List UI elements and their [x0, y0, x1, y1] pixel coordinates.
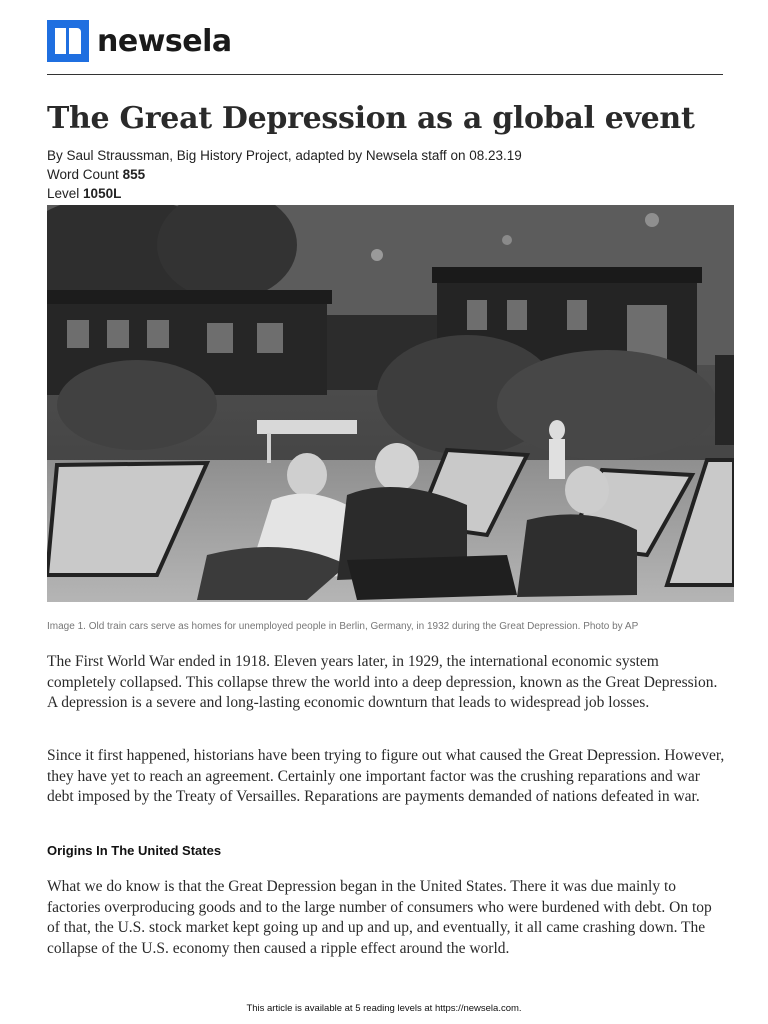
- word-count: [47, 165, 522, 184]
- image-caption: Image 1. Old train cars serve as homes for unemployed people in Berlin, Germany, in 1932 during the Great Depression. Photo by AP: [47, 621, 639, 632]
- article-meta: [47, 146, 522, 203]
- paragraph-1: The First World War ended in 1918. Eleven years later, in 1929, the international economic system completely collapsed. This collapse threw the world into a deep depression, known as the Great Depression. A depression is a severe and long-lasting economic downturn that leads to widespread job losses.: [47, 653, 718, 711]
- level-value: 1050L: [83, 186, 122, 201]
- article-photo: [47, 205, 734, 602]
- footer-note: This article is available at 5 reading levels at https://newsela.com.: [246, 1003, 522, 1014]
- logo-text: newsela: [97, 23, 232, 59]
- newsela-logo-icon: [47, 20, 89, 62]
- section-heading: Origins In The United States: [47, 843, 222, 858]
- newsela-logo[interactable]: [47, 20, 232, 62]
- level-label: Level: [47, 186, 80, 201]
- byline: By Saul Straussman, Big History Project, adapted by Newsela staff on 08.23.19: [47, 148, 522, 163]
- paragraph-2: Since it first happened, historians have been trying to figure out what caused the Great Depression. However, they have yet to reach an agreement. Certainly one important factor was the crushing reparations and war debt imposed by the Treaty of Versailles. Reparations are payments demanded of nations defeated in war.: [47, 747, 725, 805]
- word-count-value: 855: [122, 167, 146, 182]
- header-divider: [47, 74, 723, 75]
- reading-level: [47, 184, 522, 203]
- article-title: The Great Depression as a global event: [47, 101, 695, 136]
- paragraph-3: What we do know is that the Great Depression began in the United States. There it was due mainly to factories overproducing goods and to the large number of consumers who were burdened with debt. On top of that, the U.S. stock market kept going up and up and up, and eventually, it all came crashing down. The collapse of the U.S. economy then caused a ripple effect around the world.: [47, 878, 712, 957]
- word-count-label: Word Count: [47, 167, 119, 182]
